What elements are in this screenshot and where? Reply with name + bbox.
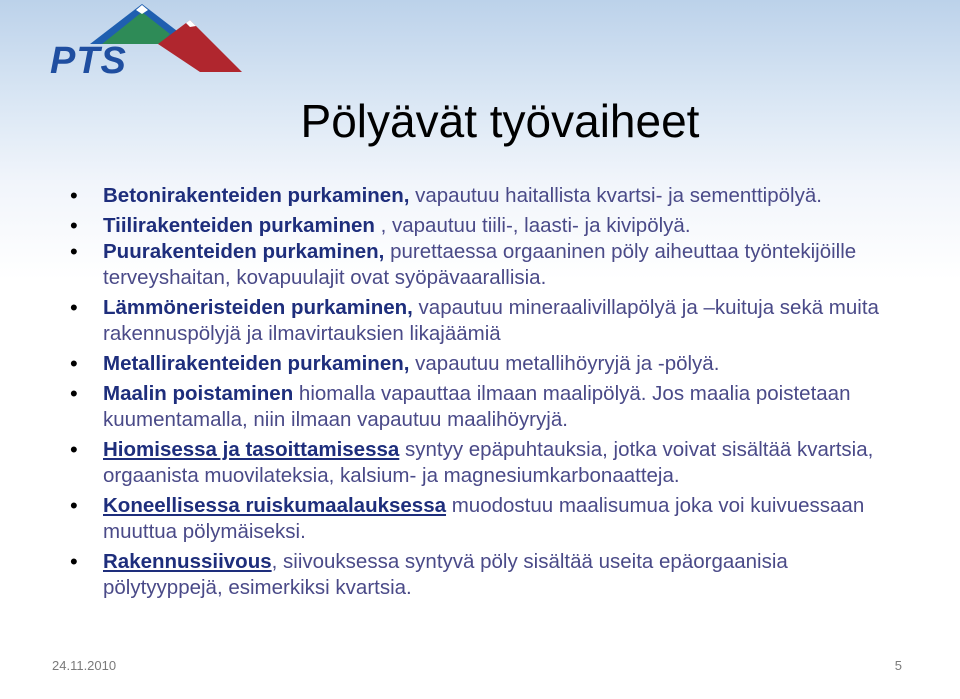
bullet-item bbox=[70, 493, 910, 545]
bullet-item bbox=[70, 213, 910, 239]
bullet-text: muodostuu maalisumua joka voi kuivuessaan muuttua pölymäiseksi. bbox=[103, 494, 865, 543]
footer-date: 24.11.2010 bbox=[52, 658, 117, 673]
bullet-item bbox=[70, 381, 910, 433]
bullet-bold: Maalin poistaminen bbox=[103, 382, 294, 405]
bullet-item bbox=[70, 295, 910, 347]
page-number: 5 bbox=[894, 658, 902, 673]
bullet-bold: Rakennussiivous bbox=[103, 550, 272, 573]
bullet-item bbox=[70, 239, 910, 291]
bullet-text: , siivouksessa syntyvä pöly sisältää useita epäorgaanisia pölytyyppejä, esimerkiksi kvartsia. bbox=[103, 550, 788, 599]
bullet-bold: Hiomisessa ja tasoittamisessa bbox=[103, 438, 400, 461]
bullet-item bbox=[70, 437, 910, 489]
bullet-bold: Lämmöneristeiden purkaminen, bbox=[103, 296, 413, 319]
bullet-bold: Tiilirakenteiden purkaminen bbox=[103, 214, 375, 237]
bullet-bold: Koneellisessa ruiskumaalauksessa bbox=[103, 494, 447, 517]
bullet-text: syntyy epäpuhtauksia, jotka voivat sisältää kvartsia, orgaanista muovilateksia, kalsium- ja magnesiumkarbonaatteja. bbox=[103, 438, 874, 487]
bullet-item bbox=[70, 183, 910, 209]
bullet-bold: Metallirakenteiden purkaminen, bbox=[103, 352, 410, 375]
logo-text: PTS bbox=[50, 40, 127, 82]
bullet-item bbox=[70, 351, 910, 377]
bullet-text: vapautuu metallihöyryjä ja -pölyä. bbox=[409, 352, 720, 375]
bullet-text: , vapautuu tiili-, laasti- ja kivipölyä. bbox=[374, 214, 691, 237]
bullet-text: hiomalla vapauttaa ilmaan maalipölyä. Jos maalia poistetaan kuumentamalla, niin ilmaan vapautuu maalihöyryjä. bbox=[103, 382, 851, 431]
pts-logo bbox=[50, 4, 246, 82]
bullet-text: vapautuu haitallista kvartsi- ja sementtipölyä. bbox=[409, 184, 822, 207]
bullet-item bbox=[70, 549, 910, 601]
bullet-text: purettaessa orgaaninen pöly aiheuttaa työntekijöille terveyshaitan, kovapuulajit ovat syöpävaarallisia. bbox=[103, 240, 857, 289]
bullet-list bbox=[70, 183, 910, 605]
bullet-bold: Puurakenteiden purkaminen, bbox=[103, 240, 385, 263]
slide-title: Pölyävät työvaiheet bbox=[300, 95, 700, 147]
bullet-text: vapautuu mineraalivillapölyä ja –kuituja sekä muita rakennuspölyjä ja ilmavirtauksien likajäämiä bbox=[103, 296, 879, 345]
bullet-bold: Betonirakenteiden purkaminen, bbox=[103, 184, 410, 207]
